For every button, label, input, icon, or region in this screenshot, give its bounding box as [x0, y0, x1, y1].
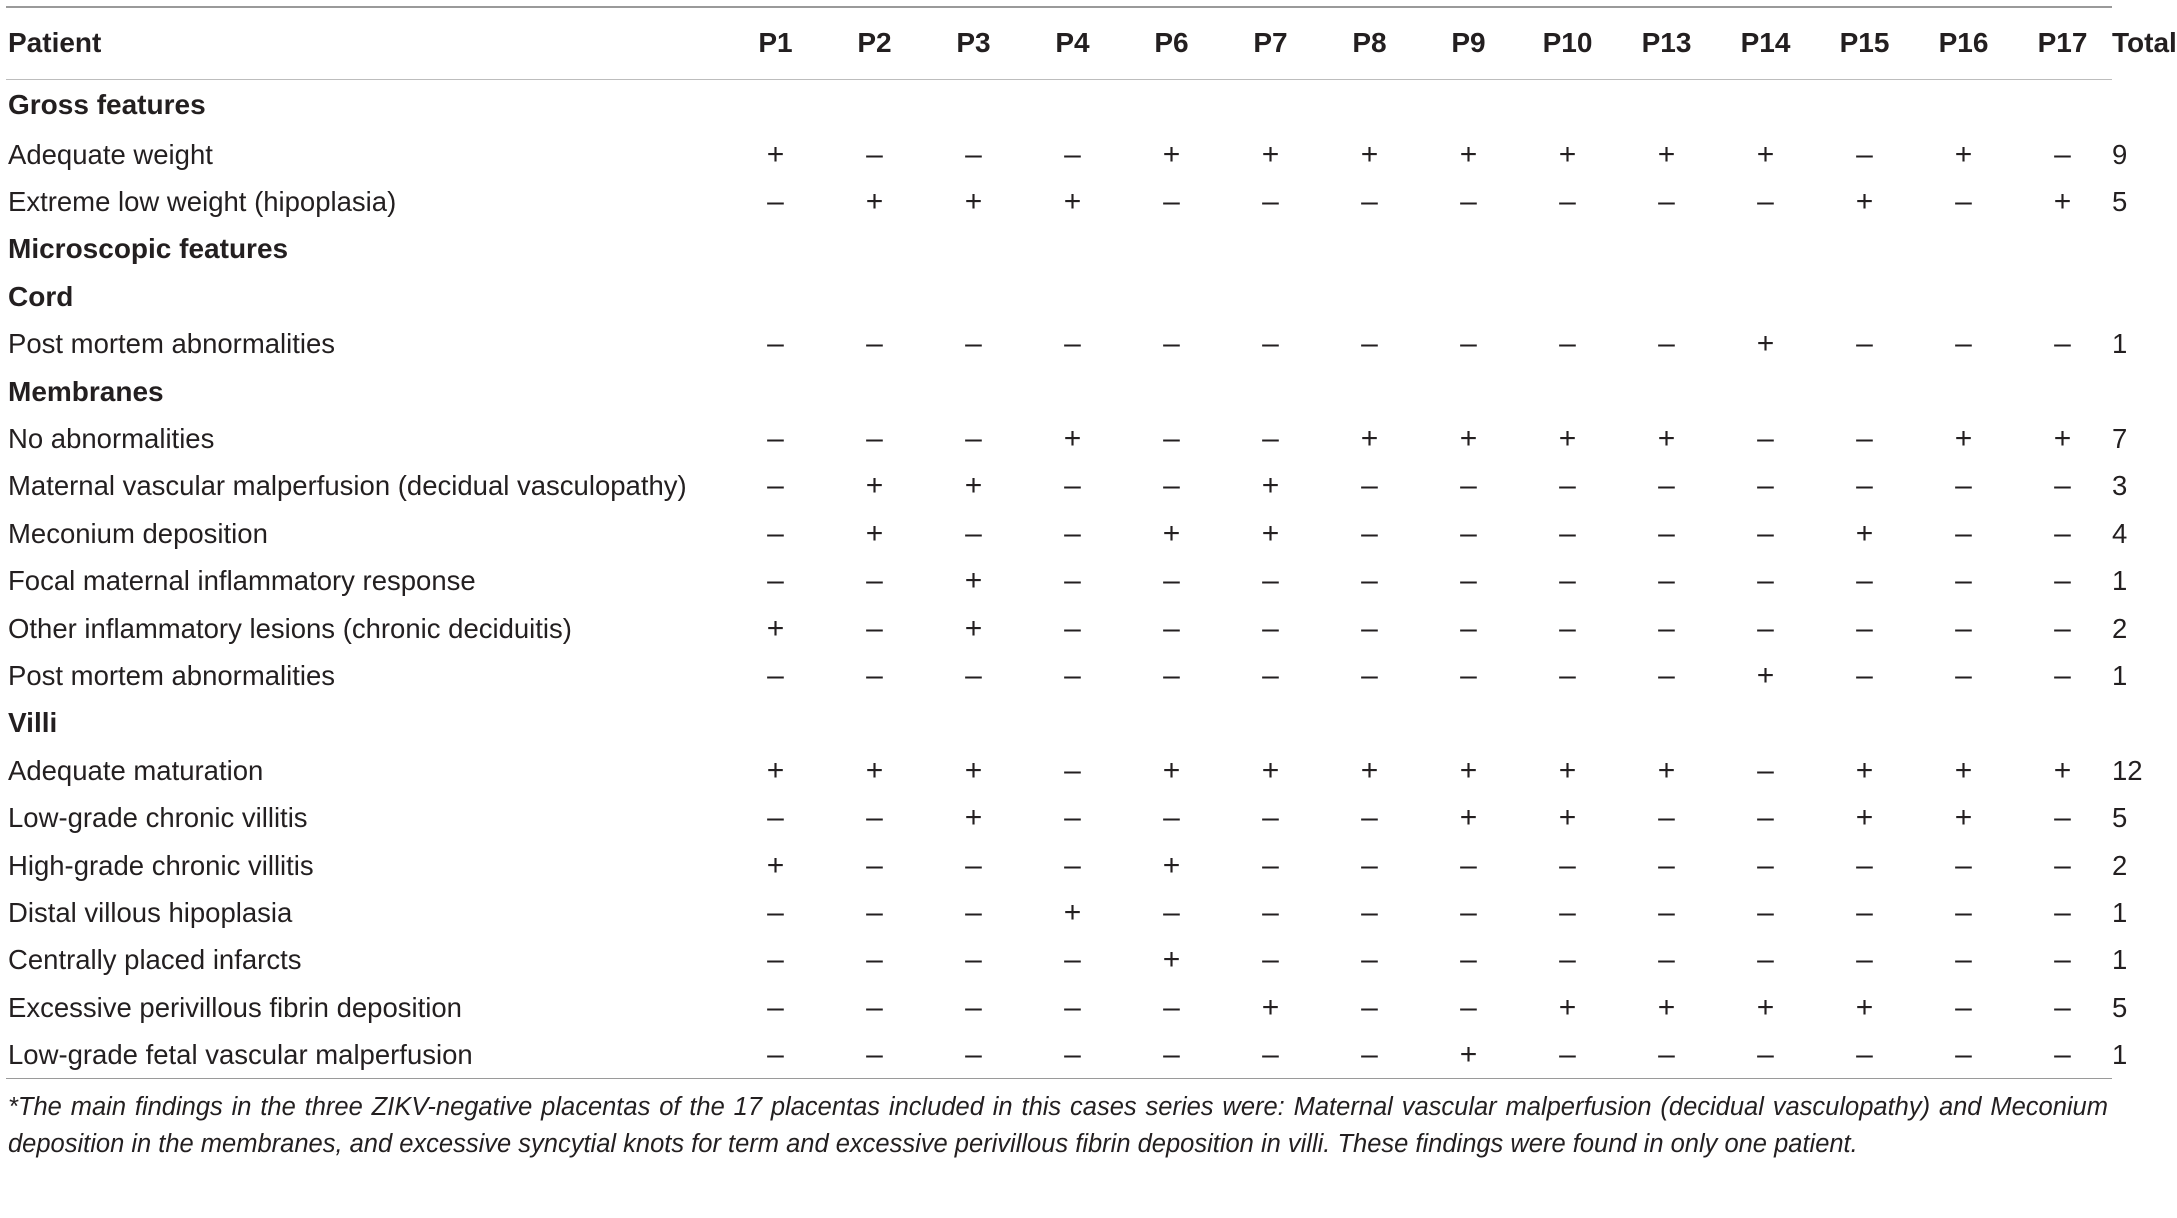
- finding-mark: –: [1460, 185, 1477, 219]
- finding-mark: –: [1914, 1031, 2013, 1078]
- finding-mark: –: [2054, 658, 2071, 692]
- table-header: [6, 7, 2177, 79]
- table-figure: [6, 6, 2177, 1163]
- finding-mark: –: [1658, 658, 1675, 692]
- finding-mark: –: [1955, 895, 1972, 929]
- finding-mark: –: [1757, 422, 1774, 456]
- finding-mark: –: [1856, 564, 1873, 598]
- finding-mark: –: [1955, 990, 1972, 1024]
- table-footnote: *The main findings in the three ZIKV-negative placentas of the 17 placentas included in this cases series were: Maternal vascular malperfusion (decidual vasculopathy) and Meconium deposition in the membranes, and excessive syncytial knots for term and excessive perivillous fibrin deposition in villi. These findings were found in only one patient.: [8, 1093, 2108, 1159]
- header-patient: P13: [1617, 7, 1716, 79]
- finding-mark: –: [1856, 327, 1873, 361]
- finding-mark: –: [767, 469, 784, 503]
- finding-mark: +: [1657, 137, 1676, 171]
- header-patient: P1: [726, 7, 825, 79]
- finding-mark: +: [865, 753, 884, 787]
- finding-mark: –: [965, 848, 982, 882]
- finding-mark: –: [1716, 1031, 1815, 1078]
- finding-mark: –: [2054, 516, 2071, 550]
- finding-mark: –: [1757, 516, 1774, 550]
- header-label: Patient: [6, 7, 726, 79]
- finding-mark: –: [1064, 516, 1081, 550]
- finding-mark: –: [1262, 848, 1279, 882]
- finding-mark: –: [726, 1031, 825, 1078]
- finding-mark: –: [767, 990, 784, 1024]
- finding-mark: –: [1757, 943, 1774, 977]
- finding-mark: –: [1163, 801, 1180, 835]
- finding-mark: +: [1954, 753, 1973, 787]
- finding-mark: –: [1262, 185, 1279, 219]
- finding-mark: –: [1658, 943, 1675, 977]
- finding-mark: –: [2054, 895, 2071, 929]
- finding-mark: –: [1262, 801, 1279, 835]
- finding-mark: –: [2054, 327, 2071, 361]
- finding-mark: –: [1361, 564, 1378, 598]
- finding-mark: –: [1460, 516, 1477, 550]
- finding-mark: –: [1064, 990, 1081, 1024]
- finding-mark: –: [1163, 422, 1180, 456]
- finding-mark: +: [1063, 895, 1082, 929]
- finding-mark: –: [866, 990, 883, 1024]
- finding-mark: +: [1855, 990, 1874, 1024]
- finding-mark: –: [1023, 1031, 1122, 1078]
- finding-mark: +: [1756, 327, 1775, 361]
- section-heading: Villi: [8, 707, 58, 739]
- finding-mark: +: [1063, 422, 1082, 456]
- table-row: Post mortem abnormalities – – – – – – – – – – + – – – 1: [6, 321, 2112, 368]
- finding-mark: –: [767, 895, 784, 929]
- finding-mark: +: [1360, 137, 1379, 171]
- table-row: Focal maternal inflammatory response – – + – – – – – – – – – – – 1: [6, 558, 2112, 605]
- section-heading: Gross features: [8, 89, 206, 121]
- finding-mark: –: [1163, 611, 1180, 645]
- row-label: Post mortem abnormalities: [8, 328, 336, 360]
- finding-mark: –: [2054, 943, 2071, 977]
- finding-mark: +: [865, 185, 884, 219]
- row-label: Adequate weight: [8, 138, 213, 170]
- finding-mark: +: [865, 469, 884, 503]
- finding-mark: –: [965, 658, 982, 692]
- table-row: No abnormalities – – – + – – + + + + – – + + 7: [6, 415, 2112, 462]
- finding-mark: –: [1163, 564, 1180, 598]
- finding-mark: –: [1460, 943, 1477, 977]
- header-patient: P4: [1023, 7, 1122, 79]
- header-patient: P10: [1518, 7, 1617, 79]
- finding-mark: –: [767, 564, 784, 598]
- table-row: Maternal vascular malperfusion (decidual vasculopathy) – + + – – + – – – – – – – – 3: [6, 463, 2112, 510]
- finding-mark: –: [1617, 1031, 1716, 1078]
- section-row: [6, 273, 2112, 320]
- table-row: High-grade chronic villitis + – – – + – – – – – – – – – 2: [6, 842, 2112, 889]
- finding-mark: –: [1955, 469, 1972, 503]
- finding-mark: –: [965, 422, 982, 456]
- finding-mark: +: [1459, 422, 1478, 456]
- finding-mark: +: [964, 801, 983, 835]
- finding-mark: –: [1559, 327, 1576, 361]
- finding-mark: –: [1757, 564, 1774, 598]
- finding-mark: +: [1459, 137, 1478, 171]
- table-row: Extreme low weight (hipoplasia) – + + + – – – – – – – + – + 5: [6, 178, 2112, 225]
- row-label: Other inflammatory lesions (chronic deciduitis): [8, 612, 572, 644]
- row-label: Extreme low weight (hipoplasia): [8, 186, 397, 218]
- finding-mark: –: [924, 1031, 1023, 1078]
- finding-mark: –: [1658, 611, 1675, 645]
- finding-mark: –: [1361, 327, 1378, 361]
- finding-mark: –: [1518, 1031, 1617, 1078]
- finding-mark: –: [1856, 895, 1873, 929]
- finding-mark: –: [1262, 564, 1279, 598]
- finding-mark: –: [1757, 801, 1774, 835]
- finding-mark: +: [1162, 943, 1181, 977]
- row-label: Centrally placed infarcts: [8, 944, 302, 976]
- finding-mark: +: [1261, 469, 1280, 503]
- finding-mark: –: [1955, 658, 1972, 692]
- finding-mark: –: [1262, 327, 1279, 361]
- header-patient: P8: [1320, 7, 1419, 79]
- section-row: [6, 700, 2112, 747]
- finding-mark: –: [1955, 327, 1972, 361]
- finding-mark: +: [766, 137, 785, 171]
- finding-mark: –: [1163, 469, 1180, 503]
- table-row: Adequate maturation + + + – + + + + + + – + + + 12: [6, 747, 2112, 794]
- finding-mark: –: [1064, 753, 1081, 787]
- finding-mark: –: [1361, 848, 1378, 882]
- finding-mark: –: [1955, 943, 1972, 977]
- header-row: Patient P1 P2 P3 P4 P6 P7 P8 P9 P10 P13 P14 P15 P16 P17 Total: [6, 7, 2112, 79]
- row-label: Distal villous hipoplasia: [8, 896, 293, 928]
- table-row: Post mortem abnormalities – – – – – – – – – – + – – – 1: [6, 652, 2112, 699]
- table-row: Meconium deposition – + – – + + – – – – – + – – 4: [6, 510, 2112, 557]
- header-patient: P17: [2013, 7, 2112, 79]
- finding-mark: +: [1558, 801, 1577, 835]
- finding-mark: –: [1460, 990, 1477, 1024]
- finding-mark: –: [1856, 137, 1873, 171]
- finding-mark: –: [1064, 564, 1081, 598]
- finding-mark: –: [767, 327, 784, 361]
- finding-mark: –: [1163, 327, 1180, 361]
- row-label: No abnormalities: [8, 423, 215, 455]
- table-row: Low-grade fetal vascular malperfusion – – – – – – – + – – – – – – 1: [6, 1031, 2112, 1078]
- finding-mark: +: [1162, 753, 1181, 787]
- finding-mark: +: [1756, 137, 1775, 171]
- finding-mark: –: [1460, 895, 1477, 929]
- table-body: [6, 79, 2143, 1079]
- finding-mark: –: [965, 516, 982, 550]
- table-row: Low-grade chronic villitis – – + – – – – + + – – + + – 5: [6, 794, 2112, 841]
- finding-mark: –: [1361, 943, 1378, 977]
- finding-mark: +: [1756, 990, 1775, 1024]
- finding-mark: –: [1658, 516, 1675, 550]
- finding-mark: –: [1361, 185, 1378, 219]
- finding-mark: –: [1460, 564, 1477, 598]
- finding-mark: +: [1459, 801, 1478, 835]
- finding-mark: –: [1064, 658, 1081, 692]
- finding-mark: –: [1856, 848, 1873, 882]
- finding-mark: –: [1955, 611, 1972, 645]
- finding-mark: –: [1163, 895, 1180, 929]
- finding-mark: –: [866, 611, 883, 645]
- finding-mark: –: [1559, 658, 1576, 692]
- finding-mark: +: [1360, 422, 1379, 456]
- finding-mark: –: [1757, 469, 1774, 503]
- finding-mark: –: [1361, 658, 1378, 692]
- finding-mark: –: [1262, 422, 1279, 456]
- finding-mark: –: [1221, 1031, 1320, 1078]
- finding-mark: –: [1856, 422, 1873, 456]
- finding-mark: –: [1460, 327, 1477, 361]
- finding-mark: –: [1757, 611, 1774, 645]
- finding-mark: +: [964, 564, 983, 598]
- finding-mark: +: [1360, 753, 1379, 787]
- finding-mark: –: [1064, 469, 1081, 503]
- row-label: Low-grade chronic villitis: [8, 802, 308, 834]
- section-row: [6, 79, 2112, 131]
- row-label: Maternal vascular malperfusion (decidual vasculopathy): [8, 470, 687, 502]
- finding-mark: +: [964, 611, 983, 645]
- finding-mark: +: [1162, 516, 1181, 550]
- finding-mark: –: [1559, 848, 1576, 882]
- finding-mark: +: [1855, 753, 1874, 787]
- section-heading: Cord: [8, 280, 74, 312]
- finding-mark: –: [1856, 469, 1873, 503]
- finding-mark: –: [1559, 185, 1576, 219]
- finding-mark: +: [1855, 185, 1874, 219]
- finding-mark: +: [1261, 516, 1280, 550]
- finding-mark: +: [1657, 990, 1676, 1024]
- finding-mark: –: [1122, 1031, 1221, 1078]
- finding-mark: –: [1856, 658, 1873, 692]
- finding-mark: –: [1163, 990, 1180, 1024]
- finding-mark: +: [1063, 185, 1082, 219]
- finding-mark: +: [1558, 422, 1577, 456]
- finding-mark: +: [1954, 801, 1973, 835]
- section-row: [6, 368, 2112, 415]
- finding-mark: –: [866, 137, 883, 171]
- finding-mark: –: [1262, 611, 1279, 645]
- header-patient: P7: [1221, 7, 1320, 79]
- finding-mark: –: [866, 564, 883, 598]
- finding-mark: –: [866, 848, 883, 882]
- finding-mark: +: [1459, 753, 1478, 787]
- finding-mark: –: [1658, 185, 1675, 219]
- finding-mark: +: [964, 753, 983, 787]
- finding-mark: +: [1162, 848, 1181, 882]
- table-row: Other inflammatory lesions (chronic deciduitis) + – + – – – – – – – – – – – 2: [6, 605, 2112, 652]
- section-heading: Microscopic features: [8, 233, 289, 265]
- finding-mark: –: [965, 137, 982, 171]
- finding-mark: –: [2054, 801, 2071, 835]
- finding-mark: –: [1559, 943, 1576, 977]
- finding-mark: –: [1064, 943, 1081, 977]
- finding-mark: –: [1460, 658, 1477, 692]
- row-label: Low-grade fetal vascular malperfusion: [6, 1031, 726, 1078]
- finding-mark: –: [866, 895, 883, 929]
- finding-mark: –: [1163, 185, 1180, 219]
- finding-mark: –: [1262, 943, 1279, 977]
- table-row: Distal villous hipoplasia – – – + – – – – – – – – – – 1: [6, 889, 2112, 936]
- finding-mark: –: [767, 516, 784, 550]
- finding-mark: +: [1558, 753, 1577, 787]
- finding-mark: –: [2054, 848, 2071, 882]
- finding-mark: –: [1262, 658, 1279, 692]
- finding-mark: –: [1658, 564, 1675, 598]
- finding-mark: +: [1657, 753, 1676, 787]
- finding-mark: +: [2053, 753, 2072, 787]
- finding-mark: +: [1954, 422, 1973, 456]
- finding-mark: –: [965, 990, 982, 1024]
- finding-mark: +: [865, 516, 884, 550]
- header-patient: P15: [1815, 7, 1914, 79]
- finding-mark: +: [1855, 516, 1874, 550]
- finding-mark: –: [866, 327, 883, 361]
- finding-mark: –: [1559, 611, 1576, 645]
- header-patient: P14: [1716, 7, 1815, 79]
- finding-mark: –: [2013, 1031, 2112, 1078]
- row-label: Meconium deposition: [8, 517, 268, 549]
- finding-mark: –: [1559, 516, 1576, 550]
- finding-mark: –: [1757, 753, 1774, 787]
- finding-mark: –: [1856, 943, 1873, 977]
- finding-mark: –: [1955, 848, 1972, 882]
- table-row: Adequate weight + – – – + + + + + + + – + – 9: [6, 131, 2112, 178]
- finding-mark: –: [866, 658, 883, 692]
- finding-mark: –: [1361, 516, 1378, 550]
- finding-mark: –: [965, 327, 982, 361]
- finding-mark: –: [1815, 1031, 1914, 1078]
- finding-mark: +: [1855, 801, 1874, 835]
- finding-mark: –: [1320, 1031, 1419, 1078]
- finding-mark: –: [1064, 848, 1081, 882]
- finding-mark: –: [1658, 848, 1675, 882]
- finding-mark: –: [1460, 611, 1477, 645]
- row-label: Focal maternal inflammatory response: [8, 565, 476, 597]
- finding-mark: –: [1658, 801, 1675, 835]
- finding-mark: +: [964, 469, 983, 503]
- section-heading: Membranes: [8, 375, 164, 407]
- finding-mark: –: [2054, 611, 2071, 645]
- finding-mark: –: [1559, 469, 1576, 503]
- finding-mark: –: [1658, 469, 1675, 503]
- section-row: [6, 226, 2112, 273]
- placenta-findings-table: [6, 6, 2177, 1079]
- finding-mark: +: [1558, 137, 1577, 171]
- finding-mark: –: [1658, 327, 1675, 361]
- finding-mark: –: [1955, 185, 1972, 219]
- finding-mark: –: [1559, 564, 1576, 598]
- finding-mark: –: [1064, 327, 1081, 361]
- finding-mark: +: [766, 848, 785, 882]
- header-patient: P6: [1122, 7, 1221, 79]
- header-patient: P2: [825, 7, 924, 79]
- finding-mark: –: [866, 801, 883, 835]
- finding-mark: –: [1658, 895, 1675, 929]
- finding-mark: –: [1361, 469, 1378, 503]
- finding-mark: –: [965, 895, 982, 929]
- finding-mark: –: [767, 422, 784, 456]
- finding-mark: +: [1261, 990, 1280, 1024]
- finding-mark: –: [1460, 469, 1477, 503]
- finding-mark: +: [2053, 422, 2072, 456]
- header-patient: P3: [924, 7, 1023, 79]
- finding-mark: +: [1162, 137, 1181, 171]
- finding-mark: –: [1757, 895, 1774, 929]
- finding-mark: –: [2054, 469, 2071, 503]
- finding-mark: –: [1262, 895, 1279, 929]
- finding-mark: –: [1064, 611, 1081, 645]
- finding-mark: –: [2054, 990, 2071, 1024]
- header-patient: P16: [1914, 7, 2013, 79]
- table-row: Centrally placed infarcts – – – – + – – – – – – – – – 1: [6, 937, 2112, 984]
- table-row: Excessive perivillous fibrin deposition – – – – – + – – + + + + – – 5: [6, 984, 2112, 1031]
- finding-mark: –: [825, 1031, 924, 1078]
- finding-mark: –: [1559, 895, 1576, 929]
- row-label: Excessive perivillous fibrin deposition: [8, 991, 462, 1023]
- finding-mark: –: [1064, 801, 1081, 835]
- finding-mark: +: [1419, 1031, 1518, 1078]
- finding-mark: +: [1558, 990, 1577, 1024]
- finding-mark: –: [1361, 801, 1378, 835]
- finding-mark: –: [767, 943, 784, 977]
- finding-mark: +: [964, 185, 983, 219]
- finding-mark: –: [1955, 564, 1972, 598]
- finding-mark: –: [1361, 611, 1378, 645]
- finding-mark: +: [2053, 185, 2072, 219]
- finding-mark: +: [766, 753, 785, 787]
- finding-mark: –: [866, 943, 883, 977]
- finding-mark: –: [1064, 137, 1081, 171]
- finding-mark: +: [1261, 137, 1280, 171]
- finding-mark: –: [2054, 137, 2071, 171]
- finding-mark: –: [1460, 848, 1477, 882]
- finding-mark: –: [965, 943, 982, 977]
- finding-mark: –: [767, 658, 784, 692]
- finding-mark: –: [1955, 516, 1972, 550]
- finding-mark: –: [767, 801, 784, 835]
- finding-mark: +: [1657, 422, 1676, 456]
- finding-mark: –: [866, 422, 883, 456]
- finding-mark: –: [1856, 611, 1873, 645]
- finding-mark: –: [1163, 658, 1180, 692]
- header-patient: P9: [1419, 7, 1518, 79]
- finding-mark: –: [1757, 848, 1774, 882]
- finding-mark: +: [766, 611, 785, 645]
- finding-mark: –: [767, 185, 784, 219]
- finding-mark: –: [1361, 895, 1378, 929]
- finding-mark: +: [1756, 658, 1775, 692]
- row-label: High-grade chronic villitis: [8, 849, 314, 881]
- finding-mark: –: [1361, 990, 1378, 1024]
- finding-mark: +: [1261, 753, 1280, 787]
- finding-mark: –: [1757, 185, 1774, 219]
- row-label: Adequate maturation: [8, 754, 264, 786]
- finding-mark: –: [2054, 564, 2071, 598]
- finding-mark: +: [1954, 137, 1973, 171]
- row-label: Post mortem abnormalities: [8, 659, 336, 691]
